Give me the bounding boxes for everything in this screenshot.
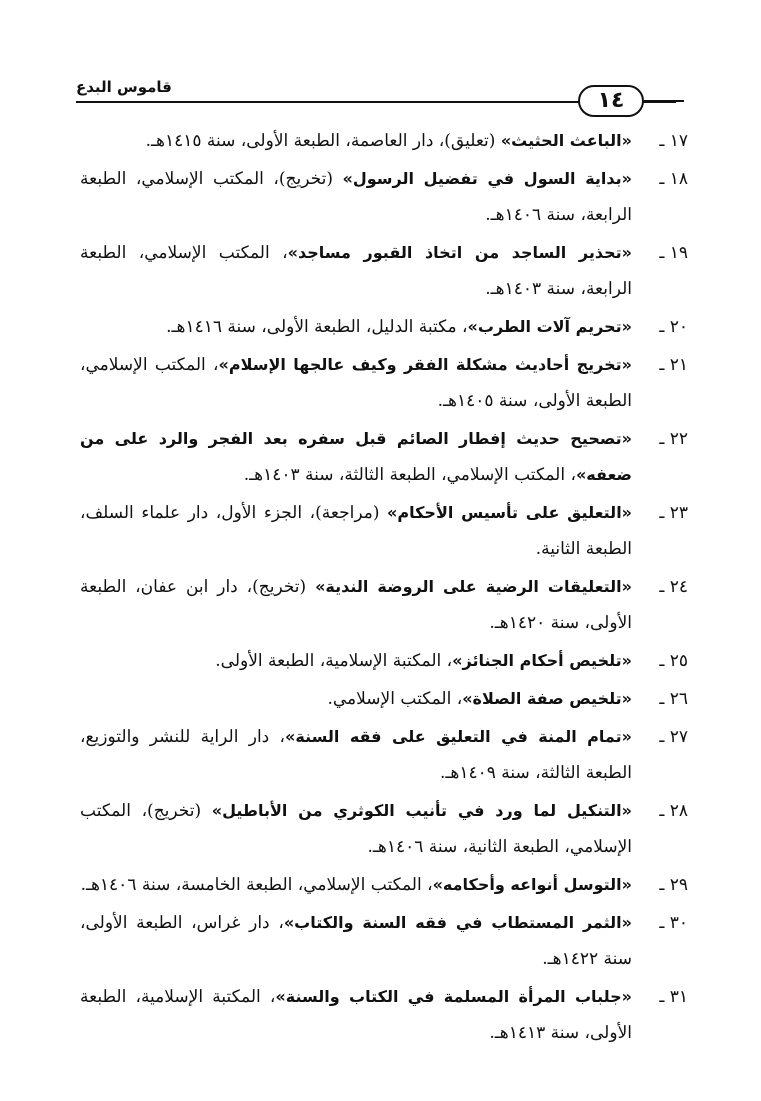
entry-number: ٣٠ ـ — [659, 913, 688, 933]
entry-text — [80, 681, 632, 717]
list-item — [80, 867, 688, 903]
entry-text — [80, 421, 632, 493]
list-item — [80, 421, 688, 493]
entry-title: «تصحيح حديث إفطار الصائم قبل سفره بعد الفجر والرد على من ضعفه» — [80, 429, 632, 484]
page-number-badge — [578, 85, 644, 117]
page-header — [76, 78, 682, 118]
entry-number: ١٧ ـ — [659, 131, 688, 151]
entry-title: «التعليقات الرضية على الروضة الندية» — [315, 577, 632, 596]
list-item — [80, 681, 688, 717]
list-item — [80, 643, 688, 679]
list-item — [80, 495, 688, 567]
entry-title: «الباعث الحثيث» — [500, 131, 632, 150]
entry-number: ٢١ ـ — [659, 355, 688, 375]
entry-details: (تعليق)، دار العاصمة، الطبعة الأولى، سنة ١٤١٥هـ. — [145, 131, 501, 151]
entry-number: ٢٠ ـ — [659, 317, 688, 337]
list-item — [80, 905, 688, 977]
entry-details: ، مكتبة الدليل، الطبعة الأولى، سنة ١٤١٦هـ. — [166, 317, 468, 337]
entry-title: «الثمر المستطاب في فقه السنة والكتاب» — [283, 913, 632, 932]
entry-title: «جلباب المرأة المسلمة في الكتاب والسنة» — [275, 987, 632, 1006]
entry-number: ١٩ ـ — [659, 243, 688, 263]
entry-details: (تخريج)، المكتب الإسلامي، الطبعة الثانية، سنة ١٤٠٦هـ. — [80, 801, 632, 857]
entry-number: ٢٨ ـ — [659, 801, 688, 821]
entry-title: «التعليق على تأسيس الأحكام» — [387, 503, 633, 522]
page-number: ١٤ — [597, 88, 625, 113]
entry-details: ، المكتب الإسلامي، الطبعة الخامسة، سنة ١٤٠٦هـ. — [80, 875, 433, 895]
bibliography-list — [80, 123, 688, 1051]
entry-text — [80, 867, 632, 903]
entry-details: ، المكتب الإسلامي، الطبعة الثالثة، سنة ١٤٠٣هـ. — [243, 465, 576, 485]
entry-title: «بداية السول في تفضيل الرسول» — [342, 169, 632, 188]
entry-details: (تخريج)، المكتب الإسلامي، الطبعة الرابعة، سنة ١٤٠٦هـ. — [80, 169, 632, 225]
entry-number: ٢٩ ـ — [659, 875, 688, 895]
entry-number: ٢٤ ـ — [659, 577, 688, 597]
entry-text — [80, 309, 632, 345]
entry-text — [80, 123, 632, 159]
entry-title: «تخريج أحاديث مشكلة الفقر وكيف عالجها الإسلام» — [218, 355, 632, 374]
entry-text — [80, 719, 632, 791]
entry-details: ، دار غراس، الطبعة الأولى، سنة ١٤٢٢هـ. — [80, 913, 632, 969]
entry-number: ٢٧ ـ — [659, 727, 688, 747]
entry-details: ، المكتبة الإسلامية، الطبعة الأولى. — [215, 651, 453, 671]
entry-text — [80, 495, 632, 567]
entry-title: «تحذير الساجد من اتخاذ القبور مساجد» — [287, 243, 632, 262]
entry-number: ٢٥ ـ — [659, 651, 688, 671]
entry-title: «تحريم آلات الطرب» — [467, 317, 632, 336]
entry-number: ١٨ ـ — [659, 169, 688, 189]
entry-details: ، المكتب الإسلامي، الطبعة الأولى، سنة ١٤٠٥هـ. — [80, 355, 632, 411]
entry-text — [80, 235, 632, 307]
entry-text — [80, 643, 632, 679]
list-item — [80, 569, 688, 641]
entry-text — [80, 979, 632, 1051]
book-title: قاموس البدع — [76, 78, 172, 96]
entry-details: ، المكتبة الإسلامية، الطبعة الأولى، سنة ١٤١٣هـ. — [80, 987, 632, 1043]
entry-text — [80, 347, 632, 419]
entry-details: ، المكتب الإسلامي. — [327, 689, 463, 709]
entry-details: (تخريج)، دار ابن عفان، الطبعة الأولى، سنة ١٤٢٠هـ. — [80, 577, 632, 633]
entry-text — [80, 905, 632, 977]
list-item — [80, 235, 688, 307]
entry-title: «تلخيص أحكام الجنائز» — [452, 651, 632, 670]
entry-number: ٣١ ـ — [659, 987, 688, 1007]
entry-details: ، دار الراية للنشر والتوزيع، الطبعة الثالثة، سنة ١٤٠٩هـ. — [80, 727, 632, 783]
entry-number: ٢٦ ـ — [659, 689, 688, 709]
entry-details: (مراجعة)، الجزء الأول، دار علماء السلف، الطبعة الثانية. — [80, 503, 632, 559]
list-item — [80, 347, 688, 419]
list-item — [80, 161, 688, 233]
entry-title: «تمام المنة في التعليق على فقه السنة» — [285, 727, 632, 746]
list-item — [80, 979, 688, 1051]
list-item — [80, 793, 688, 865]
list-item — [80, 123, 688, 159]
entry-text — [80, 569, 632, 641]
entry-details: ، المكتب الإسلامي، الطبعة الرابعة، سنة ١٤٠٣هـ. — [80, 243, 632, 299]
list-item — [80, 719, 688, 791]
entry-title: «التوسل أنواعه وأحكامه» — [432, 875, 632, 894]
entry-title: «تلخيص صفة الصلاة» — [462, 689, 632, 708]
list-item — [80, 309, 688, 345]
entry-number: ٢٣ ـ — [659, 503, 688, 523]
entry-number: ٢٢ ـ — [659, 429, 688, 449]
entry-title: «التنكيل لما ورد في تأنيب الكوثري من الأباطيل» — [211, 801, 632, 820]
entry-text — [80, 161, 632, 233]
entry-text — [80, 793, 632, 865]
